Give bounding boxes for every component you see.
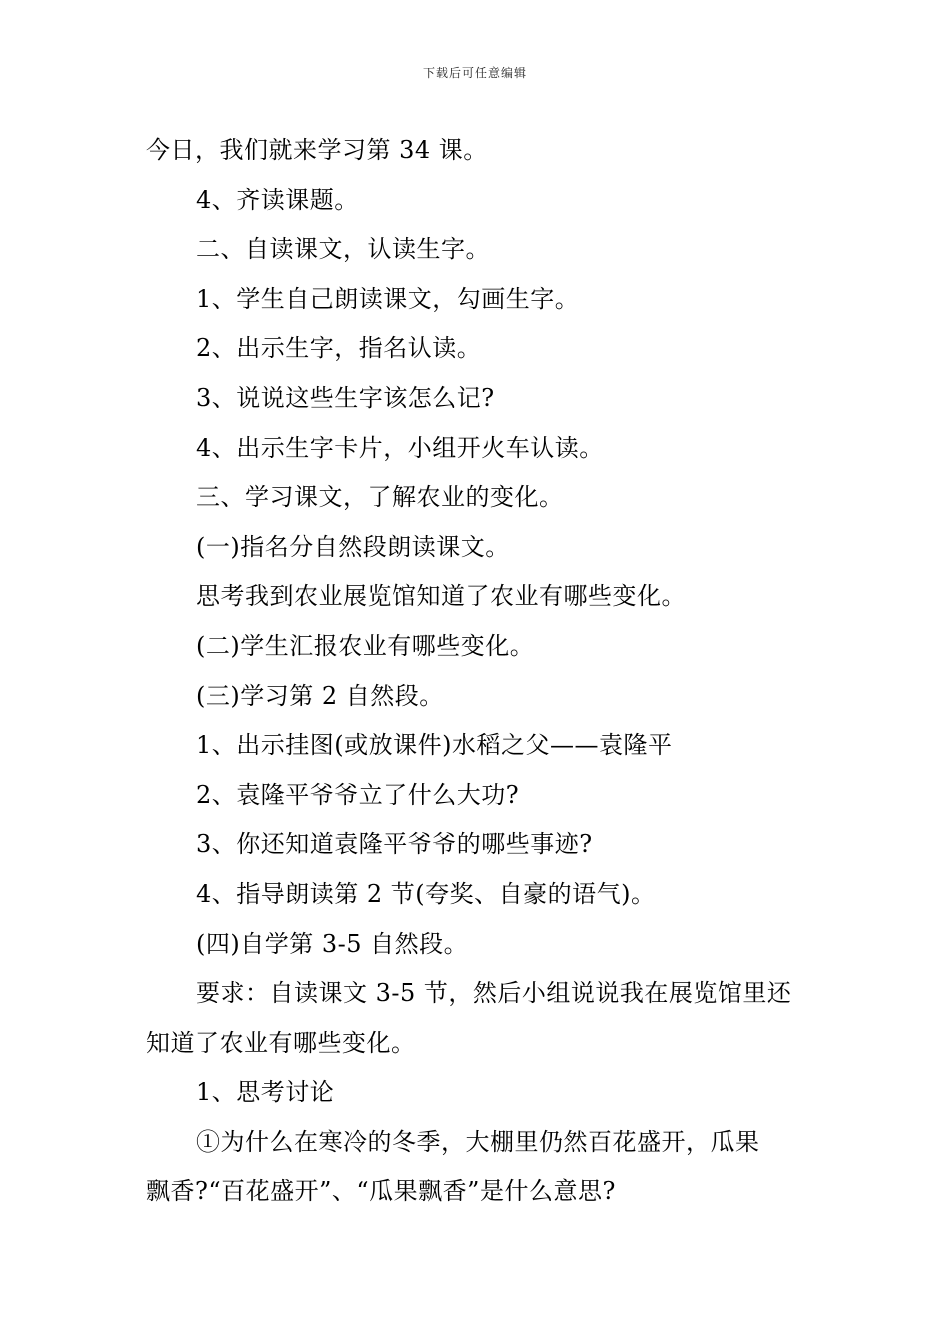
subsection-heading: (一)指名分自然段朗读课文。 [196,532,510,561]
text-line: 知道了农业有哪些变化。 [146,1028,416,1057]
text-line: ①为什么在寒冷的冬季，大棚里仍然百花盛开，瓜果 [196,1127,760,1156]
section-heading: 二、自读课文，认读生字。 [196,235,490,264]
text-line: 1、思考讨论 [196,1078,335,1107]
text-line: 2、袁隆平爷爷立了什么大功? [196,780,520,809]
section-heading: 三、学习课文，了解农业的变化。 [196,483,564,512]
text-line: 4、齐读课题。 [196,185,359,214]
text-line: 3、你还知道袁隆平爷爷的哪些事迹? [196,830,593,859]
text-line: 思考我到农业展览馆知道了农业有哪些变化。 [196,582,686,611]
text-line: 今日，我们就来学习第 34 课。 [146,136,488,164]
text-line: 4、出示生字卡片，小组开火车认读。 [196,433,604,462]
subsection-heading: (二)学生汇报农业有哪些变化。 [196,631,535,660]
body-text [146,126,814,1217]
page-header: 下载后可任意编辑 [422,66,527,80]
text-line: 1、学生自己朗读课文，勾画生字。 [196,284,580,313]
text-line: 2、出示生字，指名认读。 [196,334,482,363]
subsection-heading: (三)学习第 2 自然段。 [196,681,444,710]
text-line: 飘香?“百花盛开”、“瓜果飘香”是什么意思? [146,1177,616,1206]
text-line: 3、说说这些生字该怎么记? [196,383,495,412]
subsection-heading: (四)自学第 3-5 自然段。 [196,929,469,958]
text-line: 要求：自读课文 3-5 节，然后小组说说我在展览馆里还 [196,979,792,1008]
text-line: 4、指导朗读第 2 节(夸奖、自豪的语气)。 [196,879,656,908]
text-line: 1、出示挂图(或放课件)水稻之父——袁隆平 [196,731,673,760]
